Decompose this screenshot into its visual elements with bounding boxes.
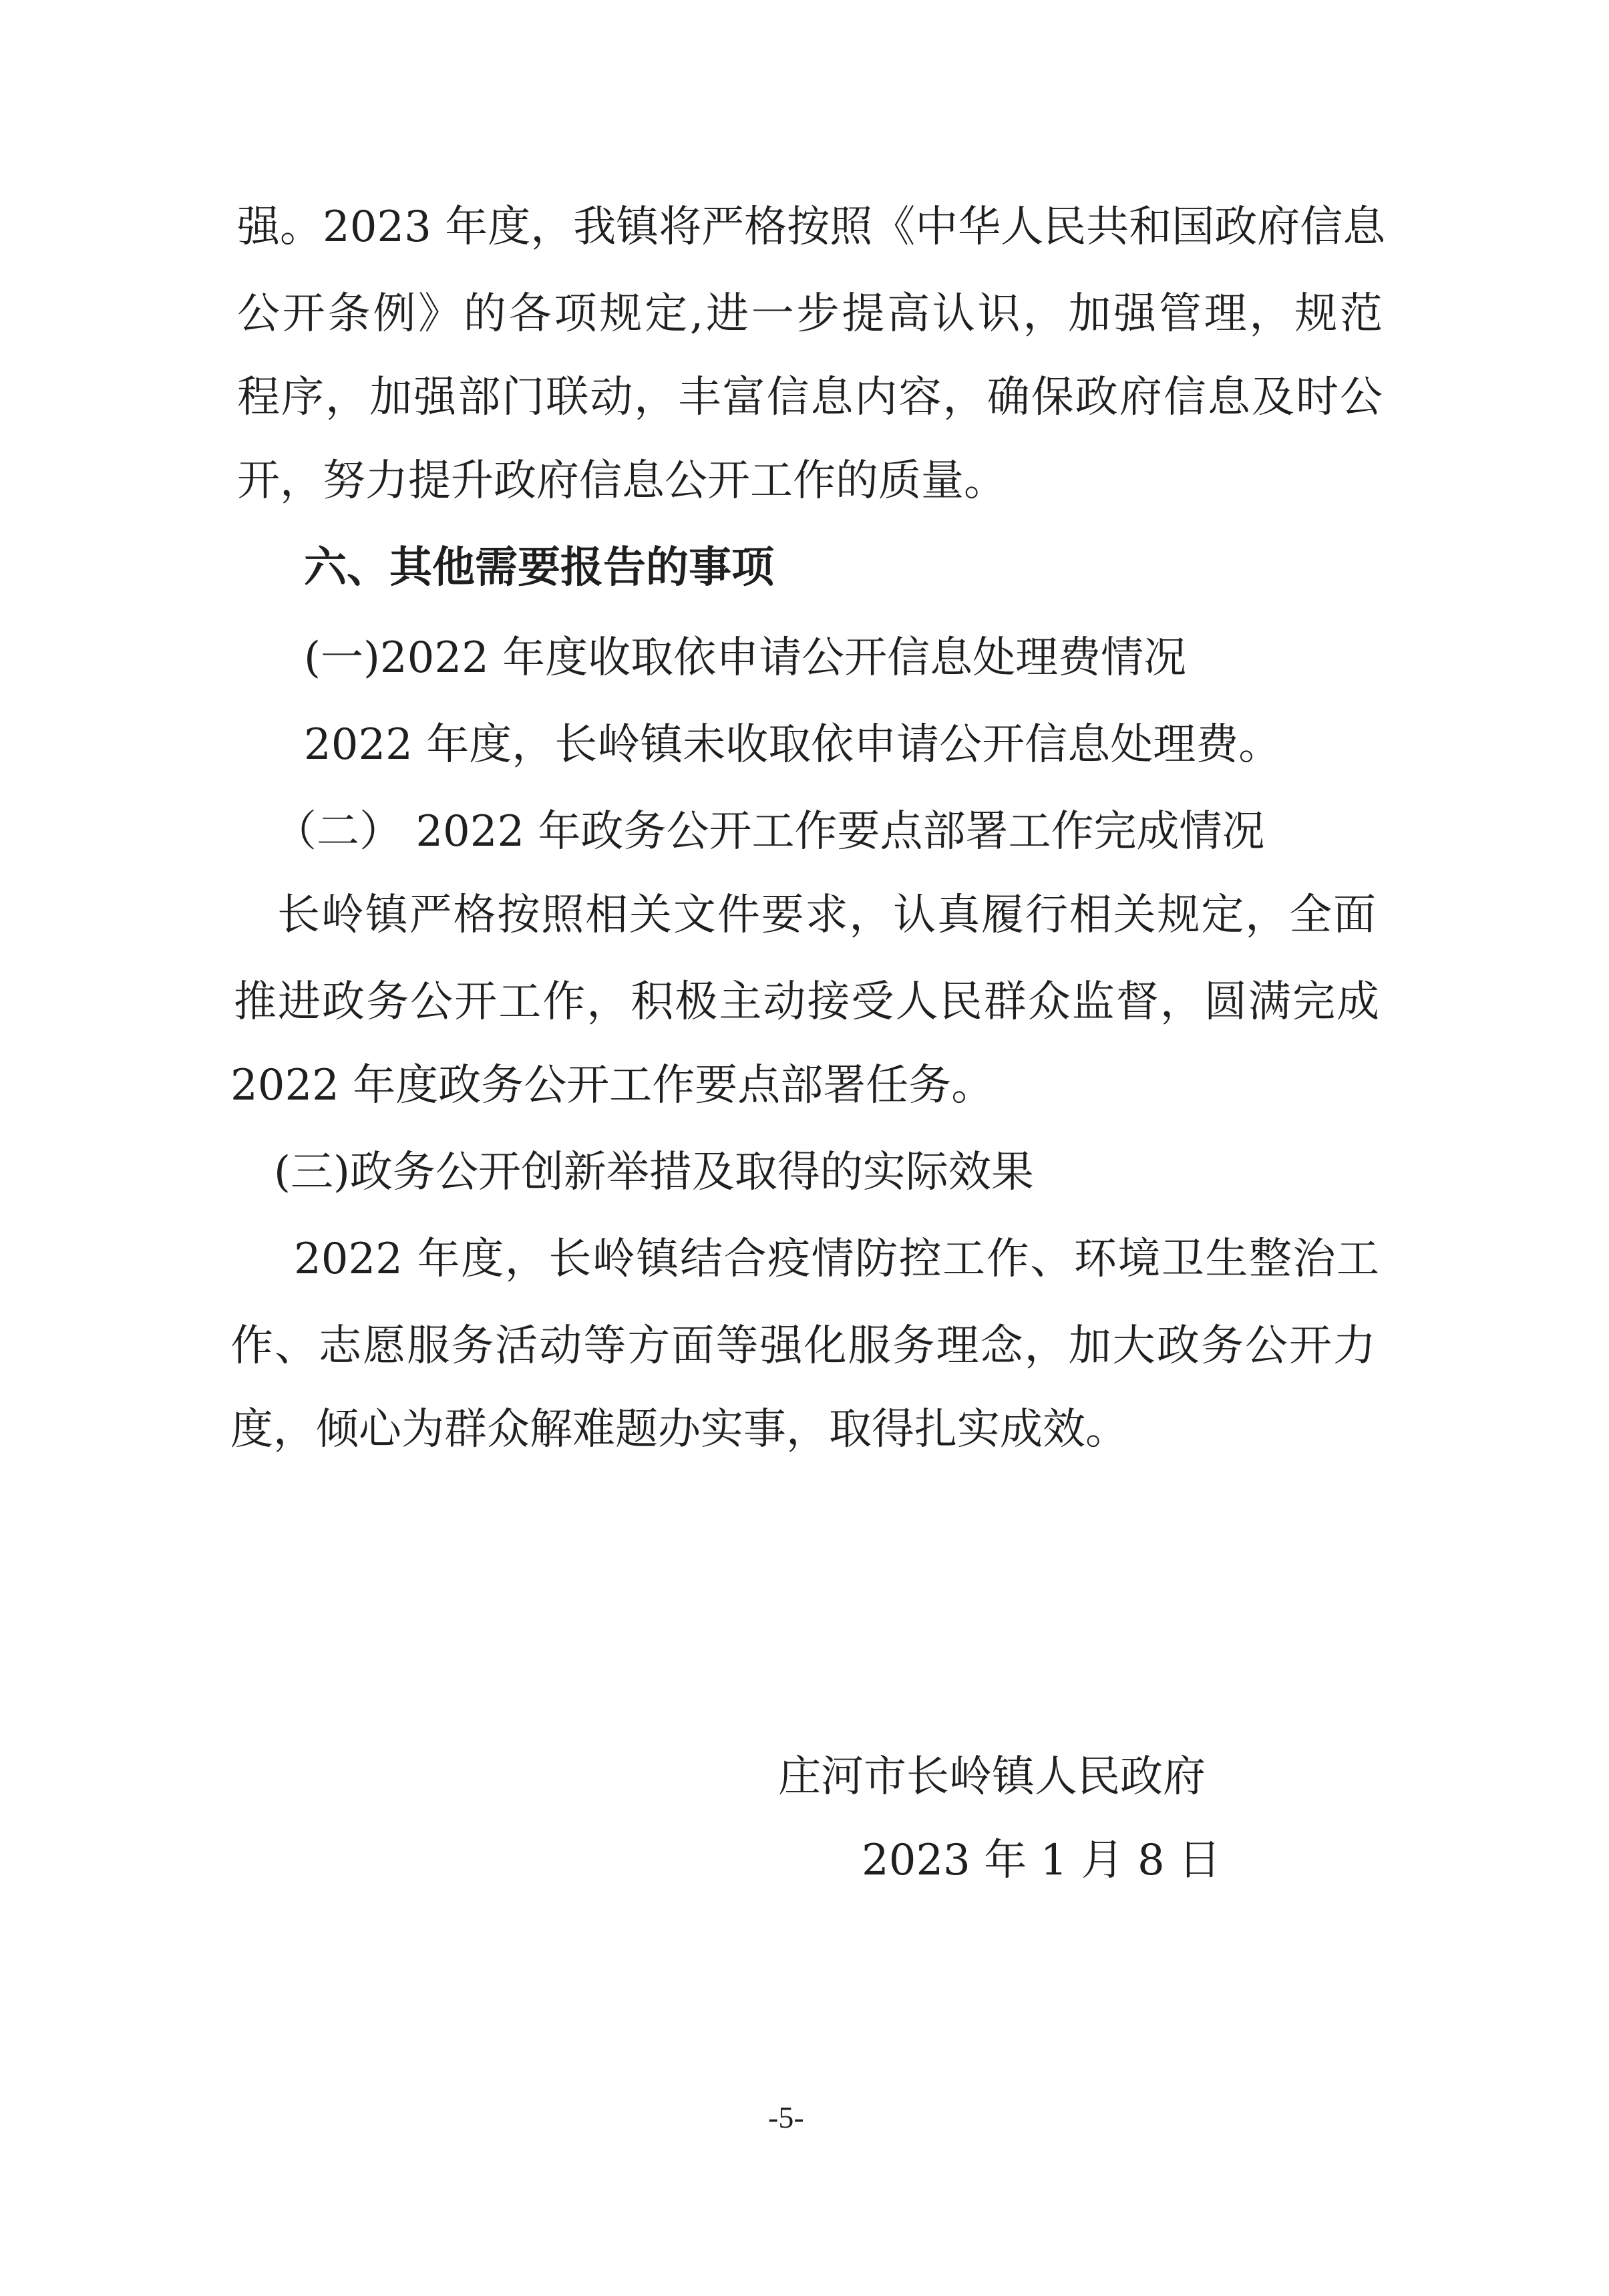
paragraph-line: 开，努力提升政府信息公开工作的质量。 (237, 456, 1007, 506)
section-heading: 六、其他需要报告的事项 (304, 542, 774, 593)
paragraph-line: 2022 年度，长岭镇未收取依申请公开信息处理费。 (304, 720, 1282, 770)
paragraph-line: 2022 年度，长岭镇结合疫情防控工作、环境卫生整治工 (294, 1235, 1379, 1284)
page-number: -5- (768, 2100, 804, 2134)
paragraph-line: 推进政务公开工作，积极主动接受人民群众监督，圆满完成 (234, 977, 1379, 1027)
paragraph-line: 公开条例》的各项规定,进一步提高认识，加强管理，规范 (237, 289, 1383, 339)
paragraph-line: 强。2023 年度，我镇将严格按照《中华人民共和国政府信息 (237, 202, 1386, 252)
paragraph-line: 作、志愿服务活动等方面等强化服务理念，加大政务公开力 (230, 1321, 1376, 1371)
paragraph-line: 长岭镇严格按照相关文件要求，认真履行相关规定，全面 (277, 890, 1376, 940)
paragraph-line: 2022 年度政务公开工作要点部署任务。 (230, 1061, 995, 1110)
paragraph-line: 程序，加强部门联动，丰富信息内容，确保政府信息及时公 (237, 373, 1383, 422)
signature-date: 2023 年 1 月 8 日 (862, 1836, 1222, 1885)
paragraph-line: 度，倾心为群众解难题办实事，取得扎实成效。 (230, 1405, 1128, 1454)
subsection-title: （二） 2022 年政务公开工作要点部署工作完成情况 (274, 807, 1265, 856)
signature-organization: 庄河市长岭镇人民政府 (778, 1752, 1206, 1802)
subsection-title: (三)政务公开创新举措及取得的实际效果 (274, 1148, 1034, 1197)
subsection-title: (一)2022 年度收取依申请公开信息处理费情况 (304, 633, 1187, 683)
